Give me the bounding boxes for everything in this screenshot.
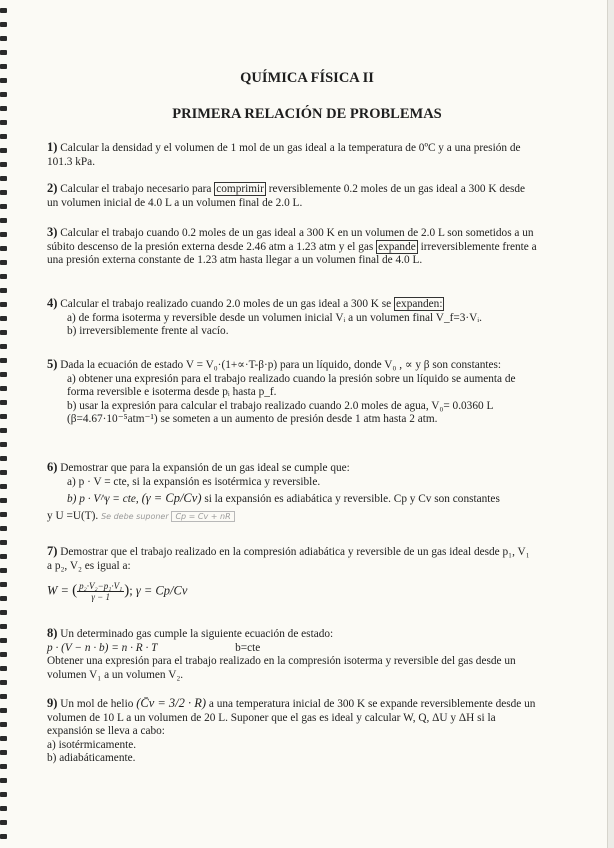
binding-hole [0,484,7,489]
problem-text: Calcular el trabajo realizado cuando 2.0 moles de un gas ideal a 300 K se [60,298,392,310]
problem-1 [47,141,537,169]
subitem-b: b) irreversiblemente frente al vacío. [67,325,229,337]
problem-number: 2) [47,181,58,195]
gamma-ratio: γ = Cp/Cv [145,491,198,505]
formula-denominator: γ − 1 [91,592,110,602]
binding-hole [0,792,7,797]
subitem-a: a) p · V = cte, si la expansión es isotérmica y reversible. [67,475,321,488]
problem-text: reversiblemente 0.2 moles de un gas ideal a 300 K desde un volumen inicial de 4.0 L a un volumen final de 2.0 L. [47,183,526,209]
binding-hole [0,750,7,755]
page-edge [607,0,614,848]
problem-text: Calcular el trabajo cuando 0.2 moles de un gas ideal a 300 K en un volumen de 2.0 L son sometidos a un súbito descenso de la presión externa desde 2.46 atm a 1.23 atm y el gas [47,227,534,253]
binding-hole [0,358,7,363]
problem-2 [47,182,537,210]
boxed-keyword: expanden: [396,298,443,310]
subitem-a: a) de forma isoterma y reversible desde un volumen inicial Vᵢ a un volumen final V_f=3·Vᵢ. [67,311,482,324]
subitem-a: a) obtener una expresión para el trabajo realizado cuando la presión sobre un líquido se aumenta de forma reversible e isoterma desde pᵢ hasta p_f. [67,372,516,398]
heat-capacity-equation: (C̄v = 3/2 · R) [136,696,207,710]
binding-hole [0,36,7,41]
binding-hole [0,428,7,433]
problem-8 [47,627,537,682]
formula-gamma: γ = Cp/Cv [135,583,188,598]
problem-text: a una temperatura inicial de 300 K se expande reversiblemente desde un volumen de 10 L a un volumen de 20 L. Suponer que el gas es ideal y calcular W, Q, ΔU y ΔH si la expansión se lleva a cabo: [47,698,536,737]
problem-6 [47,461,537,523]
problem-number: 7) [47,544,58,558]
binding-hole [0,246,7,251]
binding-hole [0,442,7,447]
problem-number: 4) [47,296,58,310]
binding-hole [0,554,7,559]
binding-hole [0,764,7,769]
binding-hole [0,190,7,195]
binding-hole [0,204,7,209]
binding-hole [0,64,7,69]
binding-hole [0,526,7,531]
subitem-text: y U =U(T). [47,509,99,522]
problem-text: irreversiblemente frente a una presión externa constante de 1.23 atm hasta llegar a un volumen final de 4.0 L. [47,240,537,266]
subitem-b: b) usar la expresión para calcular el trabajo realizado cuando 2.0 moles de agua, V₀= 0.0360 L (β=4.67·10⁻⁵atm⁻¹) se someten a un aumento de presión desde 1 atm hasta 2 atm. [67,399,493,425]
binding-hole [0,638,7,643]
binding-hole [0,652,7,657]
problem-4 [47,297,537,339]
boxed-keyword: comprimir [216,183,264,195]
binding-hole [0,316,7,321]
binding-hole [0,372,7,377]
binding-hole [0,834,7,839]
problem-5 [47,358,537,427]
binding-hole [0,736,7,741]
binding-hole [0,694,7,699]
handwritten-box: Cp = Cv + nR [171,511,234,522]
binding-hole [0,274,7,279]
binding-hole [0,540,7,545]
binding-hole [0,722,7,727]
binding-hole [0,610,7,615]
equation: b) p · V^γ = cte, [67,493,139,505]
handwritten-note: Se debe suponer [101,511,169,521]
problem-text: Obtener una expresión para el trabajo realizado en la compresión isoterma y reversible del gas desde un volumen V₁ a un volumen V₂. [47,655,516,681]
binding-hole [0,162,7,167]
problem-number: 1) [47,140,58,154]
binding-hole [0,260,7,265]
binding-hole [0,330,7,335]
spiral-binding [0,0,9,848]
problem-text: Calcular la densidad y el volumen de 1 mol de un gas ideal a la temperatura de 0ºC y a una presión de 101.3 kPa. [47,142,521,168]
problem-number: 8) [47,626,58,640]
subitem-b [47,492,537,507]
binding-hole [0,666,7,671]
problem-text: Un mol de helio [60,698,134,710]
state-equation: p · (V − n · b) = n · R · T [47,641,158,654]
subitem-b: b) adiabáticamente. [47,752,136,764]
binding-hole [0,8,7,13]
binding-hole [0,512,7,517]
constant-note: b=cte [235,641,261,654]
binding-hole [0,386,7,391]
formula-fraction [77,581,124,602]
binding-hole [0,568,7,573]
binding-hole [0,176,7,181]
boxed-keyword: expande [378,240,416,253]
state-equation-row [47,642,537,656]
binding-hole [0,582,7,587]
course-title: QUÍMICA FÍSICA II [240,70,374,86]
binding-hole [0,708,7,713]
problem-number: 3) [47,225,58,239]
gamma-definition: (γ = Cp/Cv) [141,491,202,505]
problem-number: 5) [47,357,58,371]
formula-lhs: W = [47,583,69,598]
binding-hole [0,624,7,629]
binding-hole [0,400,7,405]
binding-hole [0,806,7,811]
binding-hole [0,596,7,601]
work-formula: W = ( $\frac{\text{p₂·V₂−p₁·V₁}}{\gamma - 1}$ ); γ = Cp/Cv [47,581,188,602]
binding-hole [0,148,7,153]
subitem-b-end [47,510,537,524]
subitem-text: si la expansión es adiabática y reversible. Cp y Cv son constantes [204,493,500,505]
binding-hole [0,22,7,27]
problem-text: Demostrar que el trabajo realizado en la compresión adiabática y reversible de un gas ideal desde p₁, V₁ a p₂, V₂ es igual a: [47,546,530,572]
problem-number: 6) [47,460,58,474]
problem-3 [47,226,537,268]
binding-hole [0,470,7,475]
binding-hole [0,134,7,139]
formula-numerator: p₂·V₂−p₁·V₁ [79,581,123,591]
binding-hole [0,414,7,419]
binding-hole [0,288,7,293]
binding-hole [0,344,7,349]
subitem-a: a) isotérmicamente. [47,738,137,751]
problem-number: 9) [47,696,58,710]
binding-hole [0,302,7,307]
problem-9 [47,697,537,766]
binding-hole [0,456,7,461]
binding-hole [0,778,7,783]
binding-hole [0,498,7,503]
problem-7 [47,545,537,602]
binding-hole [0,218,7,223]
binding-hole [0,232,7,237]
problem-text: Dada la ecuación de estado V = V₀·(1+∝·T-β·p) para un líquido, donde V₀ , ∝ y β son constantes: [60,359,502,371]
binding-hole [0,820,7,825]
problem-text: Demostrar que para la expansión de un gas ideal se cumple que: [60,462,350,474]
problem-text: Calcular el trabajo necesario para [60,183,212,195]
binding-hole [0,680,7,685]
binding-hole [0,50,7,55]
problem-text: Un determinado gas cumple la siguiente ecuación de estado: [60,628,334,640]
relation-title: PRIMERA RELACIÓN DE PROBLEMAS [172,106,442,122]
binding-hole [0,92,7,97]
